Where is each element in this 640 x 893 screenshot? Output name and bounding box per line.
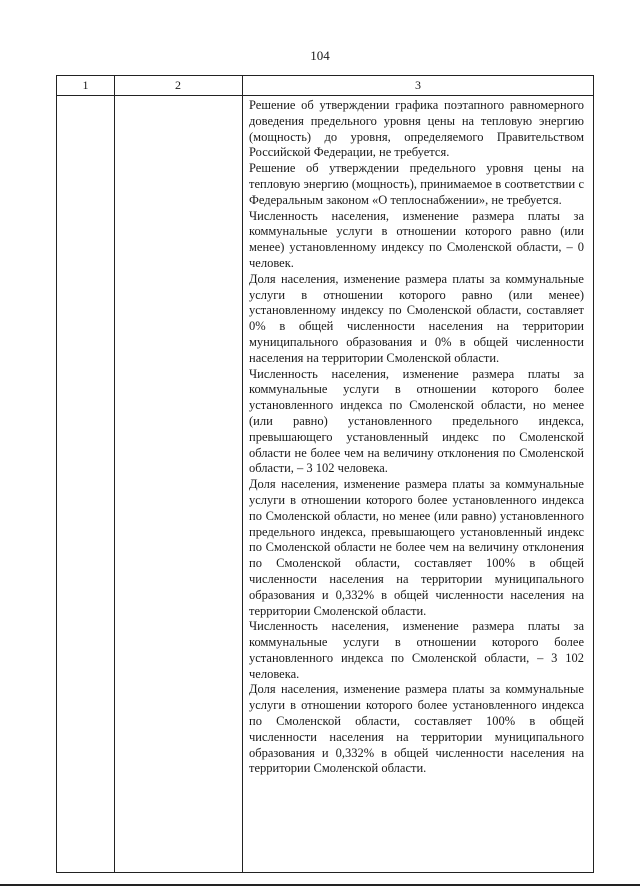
paragraph-share-within-limit: Доля населения, изменение размера платы за коммунальные услуги в отношении которого более установленного индекса по Смоленской области, но менее (или равно) установленного предельного индекса, превышающего установленный индекс по Смоленской области не более чем на величину отклонения по Смоленской области, составляет 100% в общей численности населения на территории муниципального образования и 0,332% в общей численности населения на территории Смоленской области. (249, 477, 584, 618)
table-header-row (57, 76, 593, 96)
paragraph-population-above-index: Численность населения, изменение размера платы за коммунальные услуги в отношении которого более установленного индекса по Смоленской области, – 3 102 человека. (249, 619, 584, 681)
column-3-cell (249, 98, 584, 777)
header-cell-2: 2 (175, 78, 181, 92)
paragraph-price-level-decision: Решение об утверждении предельного уровня цены на тепловую энергию (мощность), принимаемое в соответствии с Федеральным законом «О теплоснабжении», не требуется. (249, 161, 584, 207)
paragraph-population-equal-index: Численность населения, изменение размера платы за коммунальные услуги в отношении которого равно (или менее) установленному индексу по Смоленской области, – 0 человек. (249, 208, 584, 270)
page-number: 104 (310, 48, 330, 63)
column-divider-2 (242, 76, 243, 872)
header-cell-3: 3 (415, 78, 421, 92)
data-table (56, 75, 594, 873)
paragraph-schedule-decision: Решение об утверждении графика поэтапного равномерного доведения предельного уровня цены на тепловую энергию (мощность) до уровня, определяемого Правительством Российской Федерации, не требуется. (249, 98, 584, 160)
paragraph-population-within-limit: Численность населения, изменение размера платы за коммунальные услуги в отношении которого более установленного индекса по Смоленской области, но менее (или равно) установленного предельного индекса, превышающего установленный индекс по Смоленской области не более чем на величину отклонения по Смоленской области, – 3 102 человека. (249, 366, 584, 476)
bottom-divider (0, 884, 640, 886)
column-divider-1 (114, 76, 115, 872)
paragraph-share-equal-index: Доля населения, изменение размера платы за коммунальные услуги в отношении которого равно (или менее) установленному индексу по Смоленской области, составляет 0% в общей численности населения на территории муниципального образования и 0% в общей численности населения на территории Смоленской области. (249, 271, 584, 365)
header-cell-1: 1 (82, 78, 89, 92)
paragraph-share-above-index: Доля населения, изменение размера платы за коммунальные услуги в отношении которого более установленного индекса по Смоленской области, составляет 100% в общей численности населения на территории муниципального образования и 0,332% в общей численности населения на территории Смоленской области. (249, 682, 584, 776)
